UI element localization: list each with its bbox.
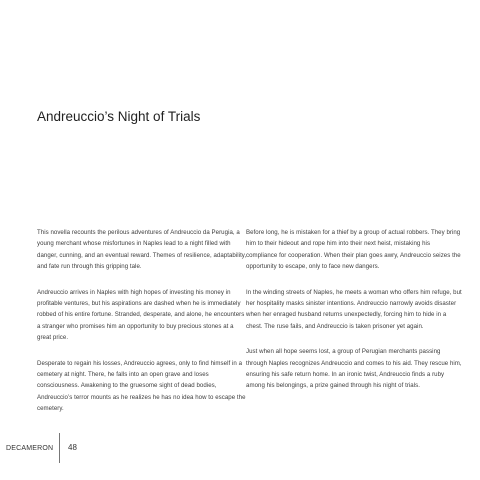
body-paragraph: In the winding streets of Naples, he meets a woman who offers him refuge, but her hospitality masks sinister intentions. Andreuccio narrowly avoids disaster when her enraged husband returns unexpectedly, forcing him to hide in a chest. The ruse fails, and Andreuccio is taken prisoner yet again. xyxy=(246,288,462,330)
page-number: 48 xyxy=(68,443,77,452)
left-text-column xyxy=(37,227,249,429)
body-paragraph: Desperate to regain his losses, Andreuccio agrees, only to find himself in a cemetery at night. There, he falls into an open grave and loses consciousness. Awakening to the gruesome sight of dead bodies, Andreuccio’s terror mounts as he realizes he has no idea how to escape the cemetery. xyxy=(37,359,246,413)
body-paragraph: Andreuccio arrives in Naples with high hopes of investing his money in profitable ventures, but his aspirations are dashed when he is immediately robbed of his entire fortune. Stranded, desperate, and alone, he encounters a stranger who promises him an opportunity to buy precious stones at a great price. xyxy=(37,288,245,342)
footer-divider xyxy=(59,433,60,463)
body-paragraph: Before long, he is mistaken for a thief by a group of actual robbers. They bring him to their hideout and rope him into their next heist, mistaking his compliance for cooperation. When their plan goes awry, Andreuccio seizes the opportunity to escape, only to face new dangers. xyxy=(246,229,461,271)
running-footer-title: DECAMERON xyxy=(6,445,54,452)
body-paragraph: This novella recounts the perilous adventures of Andreuccio da Perugia, a young merchant whose misfortunes in Naples lead to a night filled with danger, cunning, and an eventual reward. Themes of resilience, adaptability, and fate run through this gripping tale. xyxy=(37,229,247,271)
right-text-column xyxy=(246,227,462,406)
body-paragraph: Just when all hope seems lost, a group of Perugian merchants passing through Naples recognizes Andreuccio and comes to his aid. They rescue him, ensuring his safe return home. In an ironic twist, Andreuccio finds a ruby among his belongings, a prize gained through his night of trials. xyxy=(246,348,462,390)
page-title: Andreuccio’s Night of Trials xyxy=(37,109,201,124)
